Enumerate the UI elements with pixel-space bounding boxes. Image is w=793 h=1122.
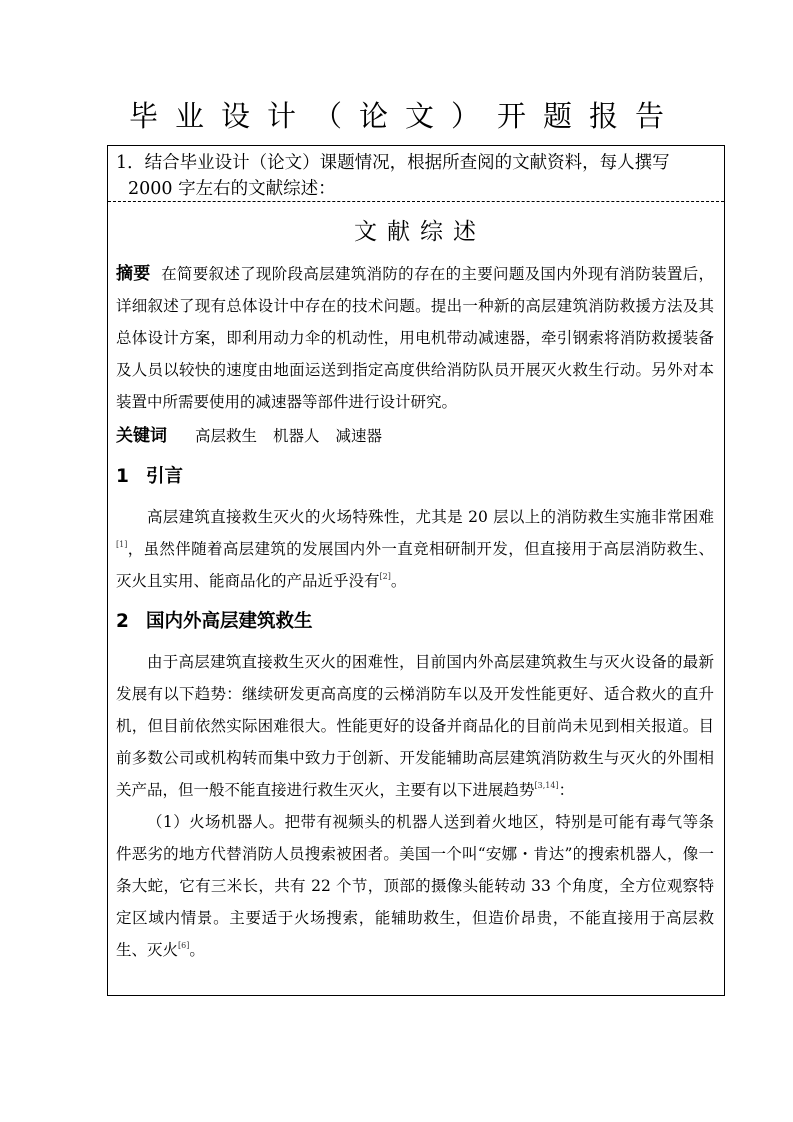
section-1-heading: [116, 462, 714, 492]
paragraph-text: ，虽然伴随着高层建筑的发展国内外一直竞相研制开发，但直接用于高层消防救生、灭火且实用、能商品化的产品近乎没有: [116, 540, 714, 590]
prompt-line-2: 2000 字左右的文献综述：: [128, 179, 336, 199]
dashed-divider: [108, 201, 724, 202]
review-title: 文献综述: [354, 219, 486, 245]
paragraph-text: 。: [189, 941, 205, 959]
keyword-item: 高层救生: [195, 427, 258, 445]
prompt-line-1: 1．结合毕业设计（论文）课题情况，根据所查阅的文献资料，每人撰写: [116, 153, 670, 173]
section-2-title: 国内外高层建筑救生: [146, 611, 313, 632]
citation: [3,14]: [534, 781, 559, 790]
citation: [2]: [379, 572, 391, 581]
section-1-title: 引言: [146, 466, 184, 487]
paragraph-text: 由于高层建筑直接救生灭火的困难性，目前国内外高层建筑救生与灭火设备的最新发展有以下趋势：继续研发更高高度的云梯消防车以及开发性能更好、适合救火的直升机，但目前依然实际困难很大。性能更好的设备并商品化的目前尚未见到相关报道。目前多数公司或机构转而集中致力于创新、开发能辅助高层建筑消防救生与灭火的外围相关产品，但一般不能直接进行救生灭火，主要有以下进展趋势: [116, 653, 714, 799]
review-body: [116, 210, 714, 966]
paragraph-text: （1）火场机器人。把带有视频头的机器人送到着火地区，特别是可能有毒气等条件恶劣的地方代替消防人员搜索被困者。美国一个叫“安娜・肯达”的搜索机器人，像一条大蛇，它有三米长，共有 22 个节，顶部的摄像头能转动 33 个角度，全方位观察特定区域内情景。主要适于火场搜索，能辅助救生，但造价昂贵，不能直接用于高层救生、灭火: [116, 813, 714, 959]
abstract-paragraph: [116, 258, 714, 418]
paragraph-text: 。: [390, 572, 407, 590]
keywords-label: 关键词: [116, 426, 167, 446]
section-1-number: 1: [116, 466, 129, 487]
abstract-label: 摘要: [116, 264, 151, 284]
page-title: 毕业设计（论文）开题报告: [128, 99, 681, 133]
citation: [6]: [178, 941, 190, 950]
section-2-paragraph-1: [116, 646, 714, 806]
keywords-row: [116, 420, 714, 452]
prompt-text: [116, 150, 716, 202]
report-frame: [107, 145, 725, 996]
abstract-text: 在简要叙述了现阶段高层建筑消防的存在的主要问题及国内外现有消防装置后，详细叙述了现有总体设计中存在的技术问题。提出一种新的高层建筑消防救援方法及其总体设计方案，即利用动力伞的机动性，用电机带动减速器，牵引钢索将消防救援装备及人员以较快的速度由地面运送到指定高度供给消防队员开展灭火救生行动。另外对本装置中所需要使用的减速器等部件进行设计研究。: [116, 265, 714, 411]
section-2-number: 2: [116, 611, 129, 632]
citation: [1]: [116, 540, 128, 549]
keyword-item: 减速器: [335, 427, 383, 445]
section-1-paragraph: [116, 501, 714, 597]
section-2-heading: [116, 607, 714, 637]
paragraph-text: ：: [558, 781, 575, 799]
keyword-item: 机器人: [273, 427, 320, 445]
section-2-paragraph-2: [116, 806, 714, 966]
paragraph-text: 高层建筑直接救生灭火的火场特殊性，尤其是 20 层以上的消防救生实施非常困难: [147, 508, 714, 526]
